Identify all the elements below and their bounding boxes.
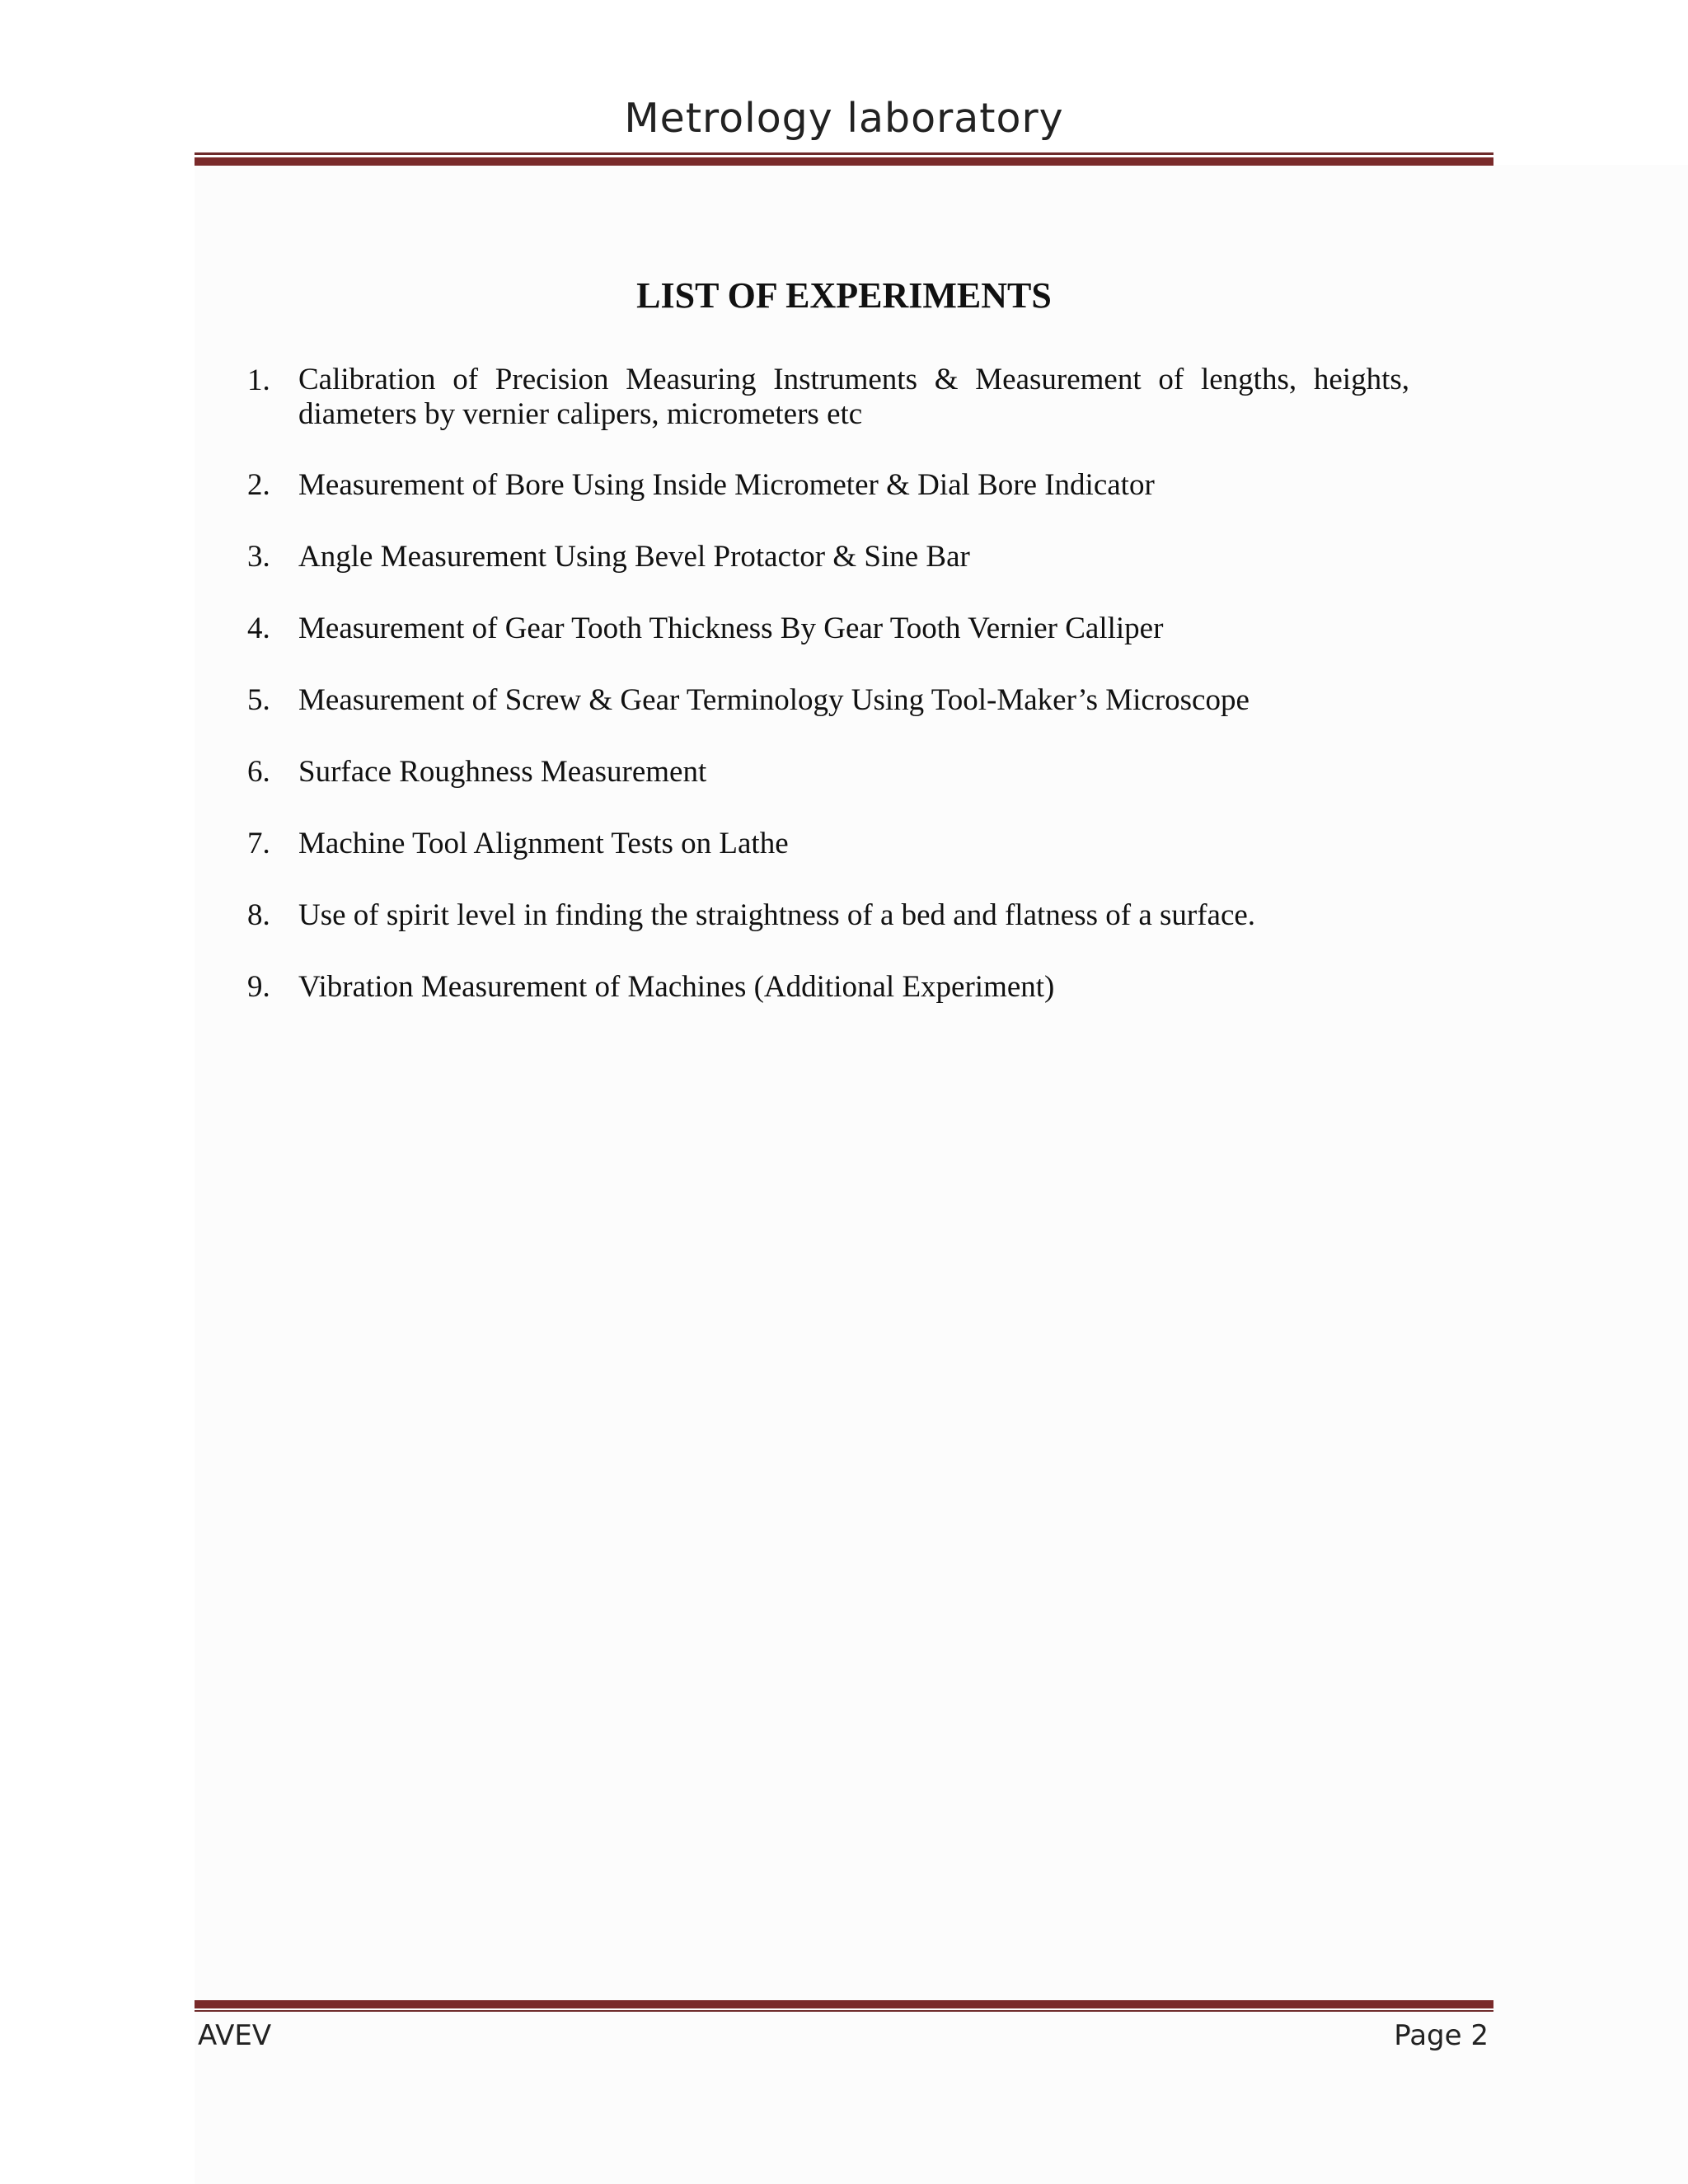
page-title: LIST OF EXPERIMENTS [636,275,1052,316]
footer-organization: AVEV [198,2019,272,2052]
list-item-number: 7. [247,827,270,860]
header-divider [195,152,1493,166]
list-item-number: 9. [247,970,270,1004]
list-item-text: Measurement of Screw & Gear Terminology Using Tool-Maker’s Microscope [298,683,1250,717]
list-item [247,898,1409,934]
header-divider-thick [195,157,1493,166]
list-item [247,682,1409,719]
footer-divider-thin [195,2010,1493,2012]
experiment-list [247,363,1409,1041]
list-item-text: Measurement of Gear Tooth Thickness By Gear Tooth Vernier Calliper [298,612,1164,645]
list-item [247,611,1409,647]
list-item [247,363,1409,432]
list-item-number: 2. [247,468,270,502]
list-item-text: Measurement of Bore Using Inside Micrometer & Dial Bore Indicator [298,468,1155,502]
list-item-number: 6. [247,755,270,789]
list-item-text: Machine Tool Alignment Tests on Lathe [298,827,789,860]
list-item [247,467,1409,504]
list-item [247,754,1409,790]
list-item-text: Vibration Measurement of Machines (Additional Experiment) [298,970,1055,1004]
list-item [247,826,1409,862]
header-title: Metrology laboratory [624,95,1064,142]
footer-divider-thick [195,2000,1493,2008]
footer-divider [195,2000,1493,2012]
list-item [247,969,1409,1005]
header-divider-thin [195,152,1493,155]
list-item-number: 4. [247,612,270,645]
list-item-text: Use of spirit level in finding the straightness of a bed and flatness of a surface. [298,898,1256,932]
list-item-text: Surface Roughness Measurement [298,755,707,789]
list-item [247,539,1409,575]
list-item-number: 5. [247,683,270,717]
page-number: Page 2 [1394,2019,1489,2052]
list-item-text: Calibration of Precision Measuring Instruments & Measurement of lengths, heights, diameters by vernier calipers, micrometers etc [298,363,1409,431]
list-item-text: Angle Measurement Using Bevel Protactor & Sine Bar [298,540,970,574]
list-item-number: 3. [247,540,270,574]
list-item-number: 8. [247,898,270,932]
list-item-number: 1. [247,363,270,397]
